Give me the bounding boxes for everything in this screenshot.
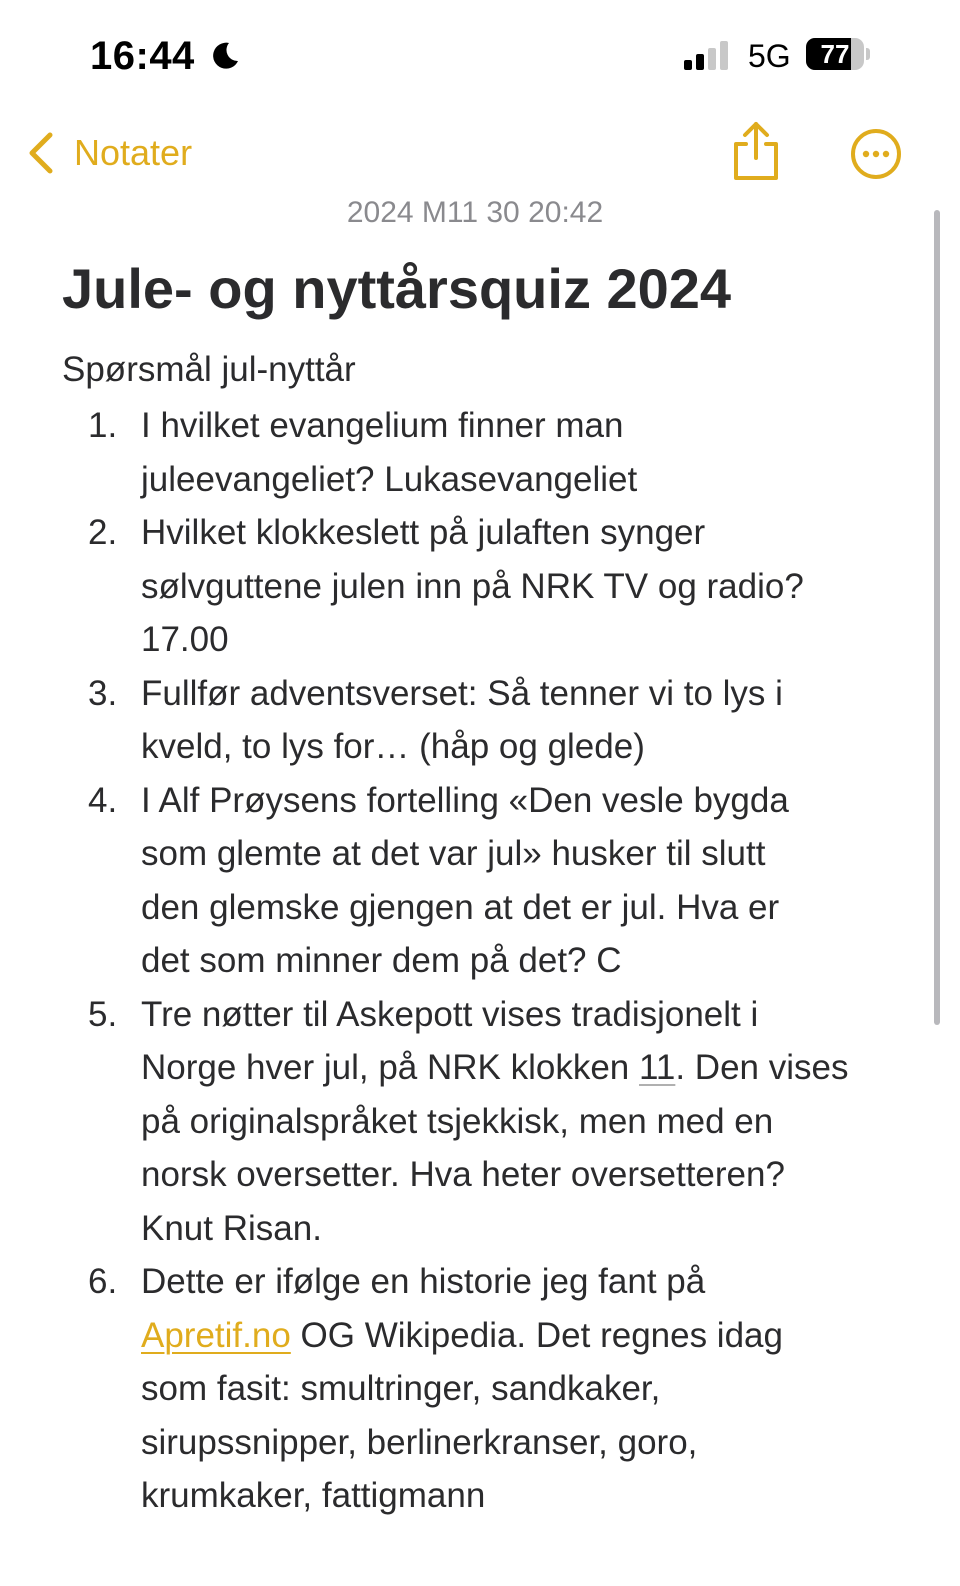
battery-level: 77 [820,39,850,69]
list-number: 2. [88,513,118,552]
chevron-left-icon [26,131,56,175]
back-button[interactable] [26,128,192,178]
network-type: 5G [748,38,791,74]
detected-time-link[interactable]: 11 [639,1048,676,1087]
note-date: 2024 M11 30 20:42 [346,196,604,229]
list-text: I hvilket evangelium finner man [141,406,624,445]
moon-icon [210,40,240,70]
list-item[interactable] [0,399,920,506]
note-subtitle[interactable]: Spørsmål jul-nyttår [62,350,356,389]
scrollbar[interactable] [934,210,940,1025]
list-text: Fullfør adventsverset: Så tenner vi to lys i [141,673,783,713]
list-number: 6. [88,1262,118,1301]
list-text: Dette er ifølge en historie jeg fant på [141,1262,706,1301]
list-text: på originalspråket tsjekkisk, men med en [141,1101,774,1141]
battery-cap [866,48,870,60]
status-bar [0,0,960,110]
status-time: 16:44 [90,34,195,78]
share-button[interactable] [728,120,784,182]
list-text: kveld, to lys for… (håp og glede) [141,727,645,766]
list-text: som fasit: smultringer, sandkaker, [141,1369,661,1408]
list-text [141,1309,920,1363]
list-text [141,1041,920,1095]
share-icon [728,120,784,182]
list-text: I Alf Prøysens fortelling «Den vesle bygda [141,780,789,820]
text-segment: . Den vises [675,1048,849,1087]
list-item[interactable] [0,1255,920,1523]
battery-body [806,38,864,70]
list-text: juleevangeliet? Lukasevangeliet [141,459,638,499]
list-text: det som minner dem på det? C [141,941,622,980]
list-number: 5. [88,994,118,1034]
list-text: norsk oversetter. Hva heter oversetteren? [141,1155,785,1194]
list-text: Hvilket klokkeslett på julaften synger [141,513,706,552]
text-segment: OG Wikipedia. Det regnes idag [290,1315,783,1355]
question-list[interactable] [0,399,920,1523]
cellular-signal-icon [684,40,734,72]
list-number: 4. [88,780,118,820]
list-text: Knut Risan. [141,1208,322,1248]
note-title[interactable]: Jule- og nyttårsquiz 2024 [62,257,732,320]
list-item[interactable] [0,988,920,1256]
more-button[interactable] [850,128,902,180]
list-text: krumkaker, fattigmann [141,1476,486,1515]
list-text: sølvguttene julen inn på NRK TV og radio? [141,566,804,606]
list-item[interactable] [0,667,920,774]
text-segment: Norge hver jul, på NRK klokken [141,1048,639,1087]
list-item[interactable] [0,506,920,667]
list-text: som glemte at det var jul» husker til slutt [141,834,766,873]
list-text: 17.00 [141,620,229,659]
list-number: 3. [88,673,118,713]
list-text: sirupssnipper, berlinerkranser, goro, [141,1422,698,1462]
battery-icon [806,38,870,70]
apretif-link[interactable]: Apretif.no [141,1315,291,1355]
list-text: den glemske gjengen at det er jul. Hva er [141,887,780,927]
list-item[interactable] [0,774,920,988]
back-label: Notater [74,132,193,173]
list-number: 1. [88,406,118,445]
list-text: Tre nøtter til Askepott vises tradisjonelt i [141,994,759,1034]
more-icon [850,128,902,180]
